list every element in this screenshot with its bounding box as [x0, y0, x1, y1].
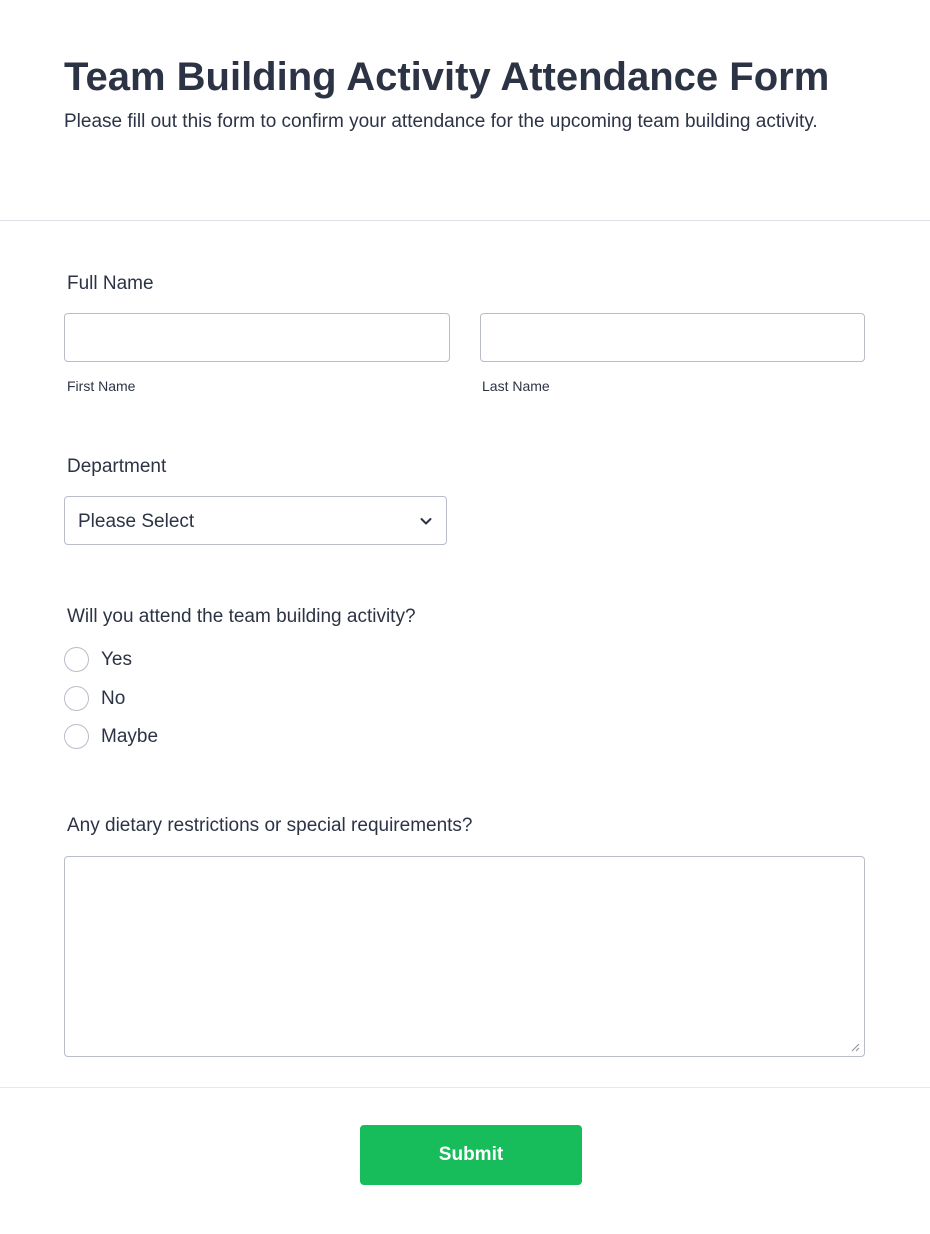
- radio-button[interactable]: [64, 724, 89, 749]
- radio-option-no[interactable]: [64, 686, 364, 712]
- attendance-label: Will you attend the team building activity?: [67, 606, 416, 627]
- radio-label: Maybe: [101, 726, 159, 747]
- dietary-textarea[interactable]: [64, 856, 865, 1057]
- chevron-down-icon: [418, 513, 434, 529]
- form-subtitle: Please fill out this form to confirm your attendance for the upcoming team building activity.: [64, 111, 818, 132]
- radio-button[interactable]: [64, 647, 89, 672]
- radio-button[interactable]: [64, 686, 89, 711]
- radio-label: No: [101, 688, 126, 709]
- department-select-value: Please Select: [78, 511, 195, 532]
- radio-option-yes[interactable]: [64, 647, 364, 673]
- first-name-input[interactable]: [64, 313, 450, 362]
- submit-button[interactable]: Submit: [360, 1125, 582, 1185]
- department-label: Department: [67, 456, 167, 477]
- footer-divider: [0, 1087, 930, 1088]
- dietary-label: Any dietary restrictions or special requirements?: [67, 815, 473, 836]
- last-name-input[interactable]: [480, 313, 865, 362]
- full-name-label: Full Name: [67, 273, 154, 294]
- radio-label: Yes: [101, 649, 132, 670]
- department-select[interactable]: [64, 496, 447, 545]
- first-name-sublabel: First Name: [67, 378, 136, 394]
- form-title: Team Building Activity Attendance Form: [64, 55, 830, 99]
- last-name-sublabel: Last Name: [482, 378, 550, 394]
- resize-grip-icon[interactable]: [850, 1042, 860, 1052]
- radio-option-maybe[interactable]: [64, 724, 364, 750]
- form-header: [0, 0, 930, 221]
